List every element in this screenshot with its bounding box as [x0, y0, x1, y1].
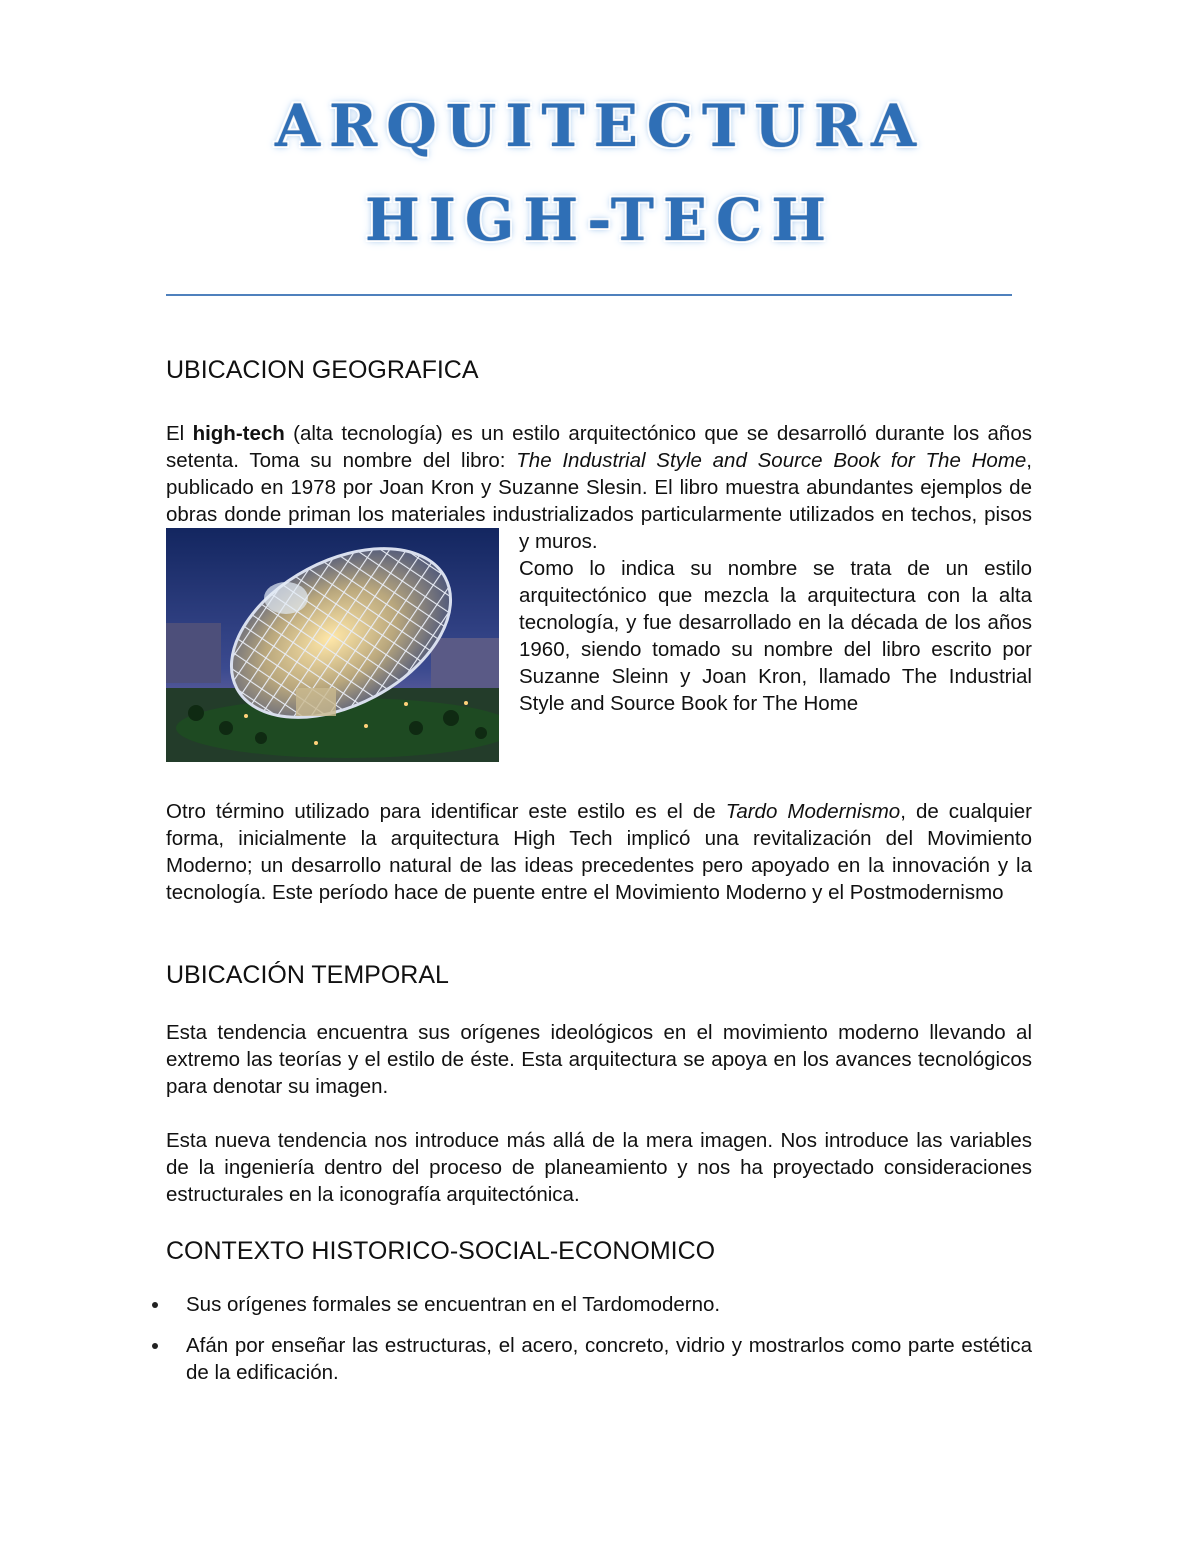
intro-paragraph-block	[166, 420, 1032, 768]
heading-contexto: CONTEXTO HISTORICO-SOCIAL-ECONOMICO	[166, 1237, 716, 1265]
contexto-bullet-list	[166, 1291, 1032, 1400]
document-title-line-1: ARQUITECTURA	[275, 92, 925, 160]
paragraph-temporal-1: Esta tendencia encuentra sus orígenes ideológicos en el movimiento moderno llevando al extremo las teorías y el estilo de éste. Esta arquitectura se apoya en los avances tecnológicos para denotar su imagen.	[166, 1021, 1032, 1098]
document-title-line-2: HIGH-TECH	[364, 186, 836, 254]
egg-shaped-building-icon	[166, 528, 499, 762]
paragraph-tardo-modernismo: Otro término utilizado para identificar este estilo es el de Tardo Modernismo, de cualquier forma, inicialmente la arquitectura High Tech implicó una revitalización del Movimiento Moderno; un desarrollo natural de las ideas precedentes pero apoyado en la innovación y la tecnología. Este período hace de puente entre el Movimiento Moderno y el Postmodernismo	[166, 800, 1032, 904]
building-photo	[166, 528, 499, 762]
heading-ubicacion-geografica: UBICACION GEOGRAFICA	[166, 356, 479, 384]
title-divider	[166, 294, 1012, 296]
list-item: Afán por enseñar las estructuras, el acero, concreto, vidrio y mostrarlos como parte estética de la edificación.	[166, 1332, 1032, 1386]
heading-ubicacion-temporal: UBICACIÓN TEMPORAL	[166, 961, 449, 989]
paragraph-temporal-2: Esta nueva tendencia nos introduce más allá de la mera imagen. Nos introduce las variables de la ingeniería dentro del proceso de planeamiento y nos ha proyectado consideraciones estructurales en la iconografía arquitectónica.	[166, 1129, 1032, 1206]
list-item: Sus orígenes formales se encuentran en el Tardomoderno.	[166, 1291, 1032, 1318]
paragraph-high-tech-intro: El high-tech (alta tecnología) es un estilo arquitectónico que se desarrolló durante los años setenta. Toma su nombre del libro: The Industrial Style and Source Book for The Home, publicado en 1978 por Joan Kron y Suzanne Slesin. El libro muestra abundantes ejemplos de obras donde priman los materiales industrializados particularmente utilizados en techos, pisos y muros. Como lo indica su nombre se trata de un estilo arquitectónico que mezcla la arquitectura con la alta tecnología, y fue desarrollado en la década de los años 1960, siendo tomado su nombre del libro escrito por Suzanne Sleinn y Joan Kron, llamado The Industrial Style and Source Book for The Home	[166, 422, 1032, 715]
